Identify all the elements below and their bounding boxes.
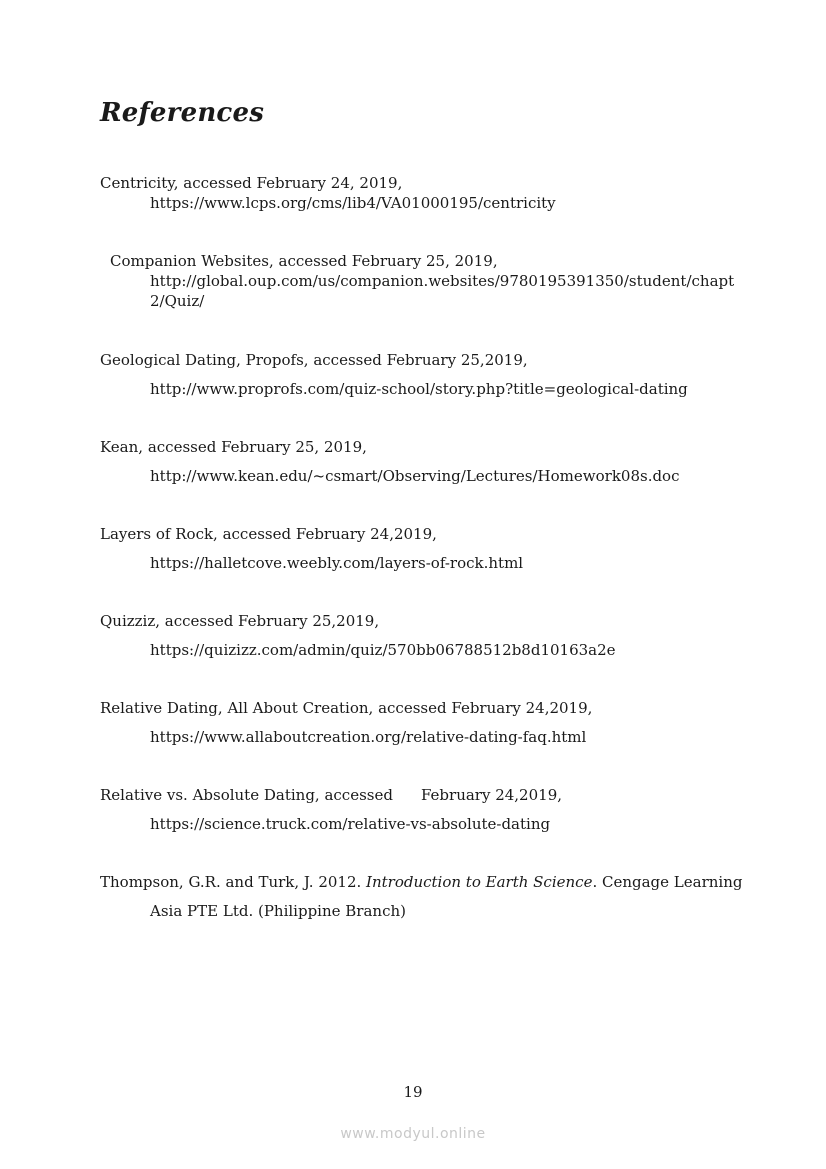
reference-book-title: Introduction to Earth Science: [366, 873, 593, 891]
reference-url[interactable]: http://global.oup.com/us/companion.websites/9780195391350/student/chapt2/Quiz/: [150, 272, 735, 310]
reference-source: Relative Dating, All About Creation, accessed February 24,2019,: [100, 699, 593, 717]
reference-authors: Thompson, G.R. and Turk, J. 2012.: [100, 873, 362, 891]
reference-url[interactable]: https://science.truck.com/relative-vs-absolute-dating: [150, 815, 551, 833]
reference-url[interactable]: http://www.kean.edu/~csmart/Observing/Lectures/Homework08s.doc: [150, 467, 680, 485]
reference-url[interactable]: https://www.allaboutcreation.org/relative-dating-faq.html: [150, 728, 587, 746]
reference-source: Companion Websites, accessed February 25, 2019,: [110, 252, 498, 270]
reference-source: Centricity, accessed February 24, 2019,: [100, 174, 403, 192]
reference-citation: Thompson, G.R. and Turk, J. 2012. Introduction to Earth Science. Cengage Learning: [100, 873, 743, 891]
reference-url[interactable]: https://quizizz.com/admin/quiz/570bb06788512b8d10163a2e: [150, 641, 616, 659]
reference-url[interactable]: https://www.lcps.org/cms/lib4/VA01000195/centricity: [150, 194, 556, 212]
reference-entry: [100, 524, 740, 573]
reference-url[interactable]: http://www.proprofs.com/quiz-school/story.php?title=geological-dating: [150, 380, 688, 398]
reference-source: Layers of Rock, accessed February 24,2019,: [100, 525, 437, 543]
reference-entry: [100, 437, 740, 486]
page-number: 19: [403, 1083, 423, 1101]
reference-entry: [100, 872, 743, 921]
reference-url[interactable]: https://halletcove.weebly.com/layers-of-rock.html: [150, 554, 524, 572]
reference-publisher: Cengage Learning: [602, 873, 743, 891]
reference-entry: [100, 173, 740, 213]
reference-entry: [100, 785, 740, 834]
reference-source: Geological Dating, Propofs, accessed February 25,2019,: [100, 351, 528, 369]
reference-entry: [100, 698, 740, 747]
reference-entry: [100, 251, 740, 311]
reference-source: [100, 785, 740, 805]
reference-source: Kean, accessed February 25, 2019,: [100, 438, 367, 456]
reference-publisher-cont: Asia PTE Ltd. (Philippine Branch): [150, 902, 406, 920]
reference-source: Quizziz, accessed February 25,2019,: [100, 612, 380, 630]
reference-source-date: February 24,2019,: [420, 786, 563, 804]
page-title: References: [100, 98, 265, 128]
reference-source-title: Relative vs. Absolute Dating, accessed: [100, 786, 393, 804]
reference-entry: [100, 611, 740, 660]
watermark: www.modyul.online: [340, 1126, 486, 1142]
reference-entry: [100, 350, 740, 399]
